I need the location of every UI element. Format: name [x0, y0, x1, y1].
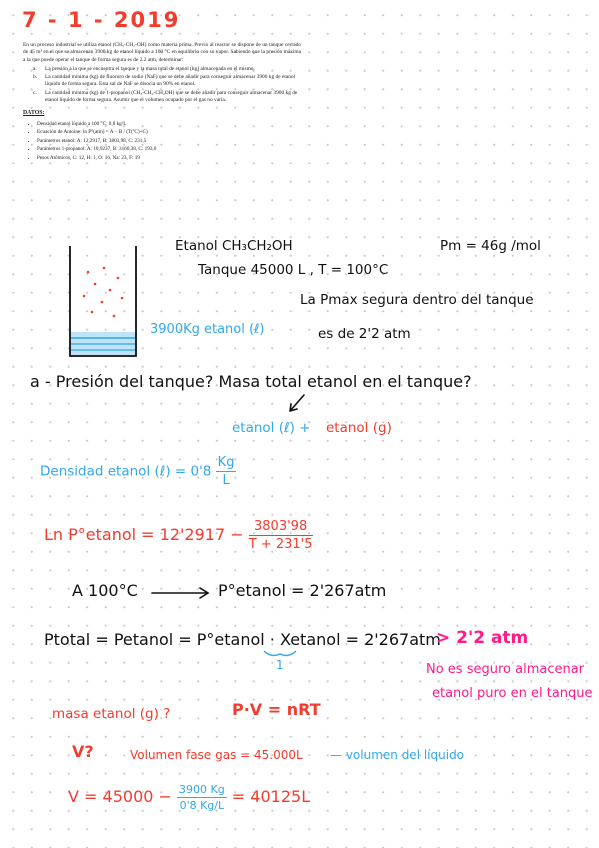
- ptotal-equation: Ptotal = Petanol = P°etanol · Xetanol = 2'267atm: [44, 630, 441, 649]
- datos-title: DATOS:: [23, 109, 45, 116]
- density-line: Densidad etanol (ℓ) = 0'8 $\frac{Kg}{L}$: [40, 455, 235, 488]
- gas-phase-volume-label: Volumen fase gas = 45.000L: [130, 748, 303, 762]
- date-heading: 7 - 1 - 2019: [22, 8, 181, 32]
- datos-item: • Pesos Atómicos, C: 12, H: 1, O: 16, Na: 23, F: 19: [37, 154, 301, 162]
- mass-gas-question: masa etanol (g) ?: [52, 706, 171, 722]
- vcalc-den: 0'8 Kg/L: [179, 799, 225, 812]
- arrow-right-icon: [150, 586, 212, 600]
- pressure-comparison: > 2'2 atm: [436, 628, 529, 648]
- pmax-line-2: es de 2'2 atm: [318, 326, 411, 342]
- equilibrium-liquid: etanol (ℓ) +: [232, 420, 311, 436]
- problem-item-c: c. La cantidad mínima (kg) de 1-propanol (CH₃-CH₂-CH₂OH) que se debe añadir para conseguir almacenar 3900 kg de etanol líquido de forma segura. Asumir que el volumen ocupado por el gas no varía.: [33, 89, 298, 103]
- molar-mass: Pm = 46g /mol: [440, 238, 541, 254]
- equilibrium-gas: etanol (g): [326, 420, 392, 436]
- antoine-equation: Ln P°etanol = 12'2917 − $\frac{3803'98}{T + 231'5}$: [44, 519, 313, 552]
- question-a: a - Presión del tanque? Masa total etanol en el tanque?: [30, 372, 472, 391]
- datos-item: • Parámetros 1-propanol: A: 10,9237, B: 3166,38, C: 193,0: [37, 145, 301, 153]
- problem-item-a: a. La presión a la que se encuentra el tanque y la masa total de etanol (kg) almacenada en el mismo.: [33, 65, 255, 72]
- vcalc-num: 3900 Kg: [179, 783, 225, 796]
- volume-question: V?: [72, 742, 94, 761]
- tank-drawing: [62, 240, 144, 362]
- at-100c-label: A 100°C: [72, 581, 138, 600]
- datos-item: • Densidad etanol líquido a 100 °C: 0,8 kg/L: [37, 120, 301, 128]
- problem-statement: [23, 42, 301, 162]
- density-unit-num: Kg: [217, 455, 235, 470]
- arrow-down-icon: [284, 392, 308, 416]
- antoine-num: 3803'98: [249, 520, 313, 536]
- datos-item: • Ecuación de Antoine: ln P⁰(atm) = A − B / (T(ºC)+C): [37, 128, 301, 136]
- problem-item-b: b. La cantidad mínima (kg) de fluoruro de sodio (NaF) que se debe añadir para conseguir almacenar 3900 kg de etanol líquido de forma segura. Esta sal de NaF se disocia un 90% en etanol.: [33, 74, 296, 88]
- density-unit-den: L: [222, 473, 230, 488]
- pmax-line-1: La Pmax segura dentro del tanque: [300, 292, 534, 308]
- datos-list: [23, 120, 301, 162]
- volume-calculation: V = 45000 − $\frac{3900 Kg}{0'8 Kg/L}$ = 40125L: [68, 783, 311, 812]
- tank-data: Tanque 45000 L , T = 100°C: [198, 262, 389, 278]
- vapor-dots: [83, 267, 124, 318]
- x-etanol-value: 1: [276, 658, 284, 672]
- problem-items: [23, 66, 301, 104]
- antoine-den: T + 231'5: [248, 537, 313, 552]
- unsafe-note-1: No es seguro almacenar: [426, 662, 585, 677]
- tank-label: 3900Kg etanol (ℓ): [150, 322, 265, 337]
- problem-intro: En un proceso industrial se utiliza etanol (CH₃-CH₂-OH) como materia prima. Previo al reactor se dispone de un tanque cerrado de 45 m³ en el que se almacenan 3900 kg de etanol líquido a 100 °C en equilibrio con su vapor. Sabiendo que la presión máxima a la que puede operar el tanque de forma segura es de 2.2 atm, determinar:: [23, 42, 301, 63]
- vapor-pressure-100c: P°etanol = 2'267atm: [218, 581, 387, 600]
- minus-liquid-volume: — volumen del líquido: [330, 748, 465, 762]
- datos-item: • Parámetros etanol: A: 12,2917, B: 3803,98, C: 231,5: [37, 137, 301, 145]
- unsafe-note-2: etanol puro en el tanque: [432, 686, 593, 701]
- ideal-gas-law: P·V = nRT: [232, 700, 321, 719]
- etanol-formula: Etanol CH₃CH₂OH: [175, 238, 293, 254]
